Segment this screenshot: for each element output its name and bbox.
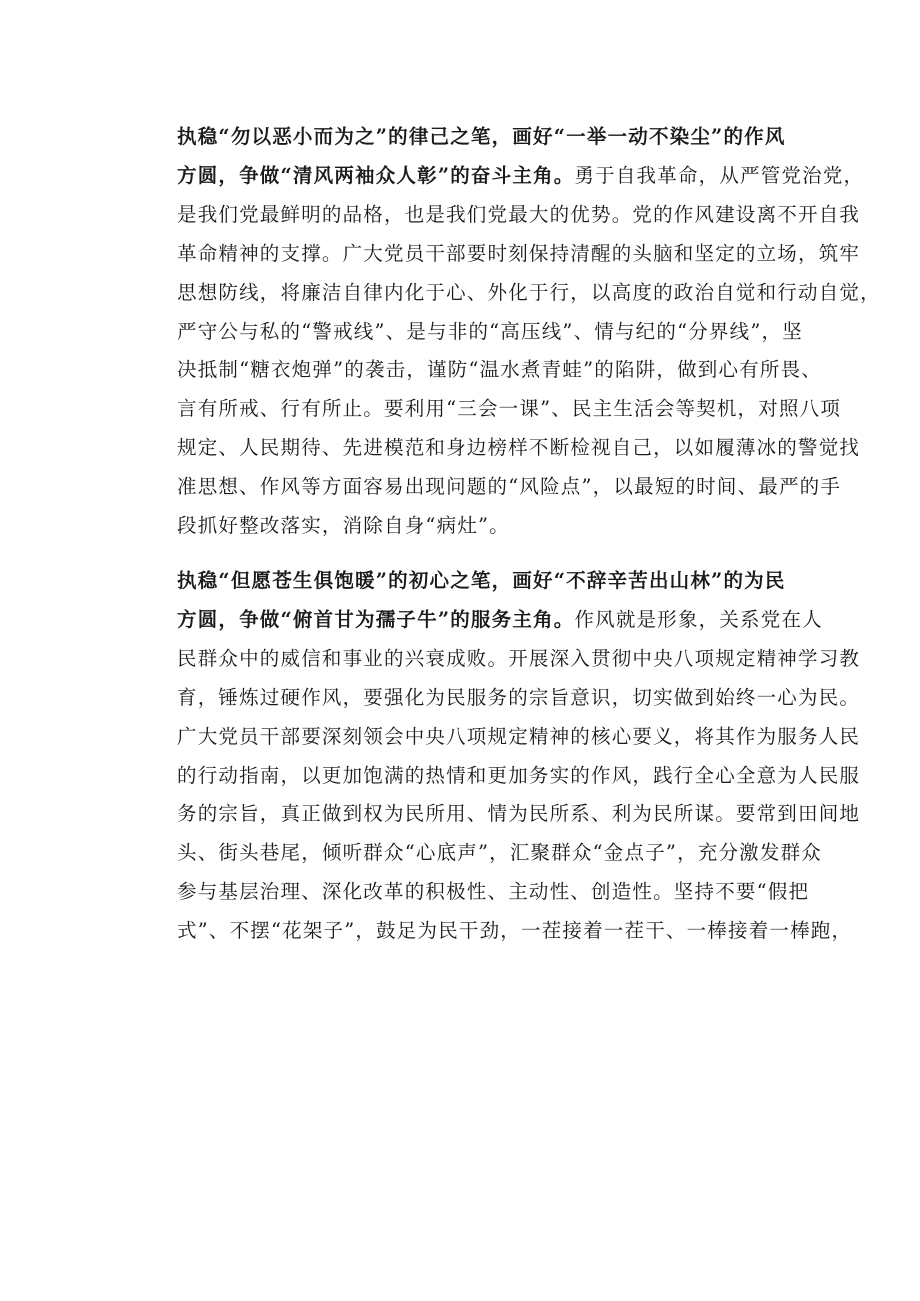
paragraph-1-line-7: 言有所戒、行有所止。要利用“三会一课”、民主生活会等契机，对照八项 [177,397,842,421]
paragraph-1-line-5: 严守公与私的“警戒线”、是与非的“高压线”、情与纪的“分界线”，坚 [177,319,803,343]
paragraph-2-lead-line-1: 执稳“但愿苍生俱饱暖”的初心之笔，画好“不辞辛苦出山林”的为民 [177,568,786,592]
paragraph-2-line-4: 广大党员干部要深刻领会中央八项规定精神的核心要义，将其作为服务人民 [177,724,861,748]
paragraph-2-line-1: 作风就是形象，关系党在人 [574,607,823,631]
paragraph-line [138,118,790,157]
paragraph-2-line-8: 参与基层治理、深化改革的积极性、主动性、创造性。坚持不要“假把 [177,880,810,904]
paragraph-1-line-2: 是我们党最鲜明的品格，也是我们党最大的优势。党的作风建设离不开自我 [177,202,861,226]
paragraph-line [138,562,790,601]
document-page [138,118,881,951]
paragraph-2-line-7: 头、街头巷尾，倾听群众“心底声”，汇聚群众“金点子”，充分激发群众 [177,841,822,865]
paragraph-1-line-9: 准思想、作风等方面容易出现问题的“风险点”，以最短的时间、最严的手 [177,475,842,499]
paragraph-1-line-8: 规定、人民期待、先进模范和身边榜样不断检视自己，以如履薄冰的警觉找 [177,436,861,460]
paragraph-2-line-2: 民群众中的威信和事业的兴衰成败。开展深入贯彻中央八项规定精神学习教 [177,646,861,670]
paragraph-line [138,157,865,196]
paragraph-2 [138,562,861,951]
paragraph-2-line-9: 式”、不摆“花架子”，鼓足为民干劲，一茬接着一茬干、一棒接着一棒跑， [177,919,853,943]
paragraph-2-line-6: 务的宗旨，真正做到权为民所用、情为民所系、利为民所谋。要常到田间地 [177,802,861,826]
paragraph-1-lead-line-2: 方圆，争做“清风两袖众人彰”的奋斗主角。 [177,163,575,187]
paragraph-2-line-3: 育，锤炼过硬作风，要强化为民服务的宗旨意识，切实做到始终一心为民。 [177,685,861,709]
paragraph-1-line-3: 革命精神的支撑。广大党员干部要时刻保持清醒的头脑和坚定的立场，筑牢 [177,241,861,265]
paragraph-1 [138,118,881,546]
paragraph-2-lead-line-2: 方圆，争做“俯首甘为孺子牛”的服务主角。 [177,607,575,631]
paragraph-line [138,601,823,640]
paragraph-1-line-1: 勇于自我革命，从严管党治党， [574,163,865,187]
paragraph-1-lead-line-1: 执稳“勿以恶小而为之”的律己之笔，画好“一举一动不染尘”的作风 [177,125,786,148]
paragraph-1-line-4: 思想防线，将廉洁自律内化于心、外化于行，以高度的政治自觉和行动自觉， [177,280,881,304]
paragraph-1-line-6: 决抵制“糖衣炮弹”的袭击，谨防“温水煮青蛙”的陷阱，做到心有所畏、 [177,358,822,382]
paragraph-2-line-5: 的行动指南，以更加饱满的热情和更加务实的作风，践行全心全意为人民服 [177,763,861,787]
paragraph-1-line-10: 段抓好整改落实，消除自身“病灶”。 [177,514,510,538]
